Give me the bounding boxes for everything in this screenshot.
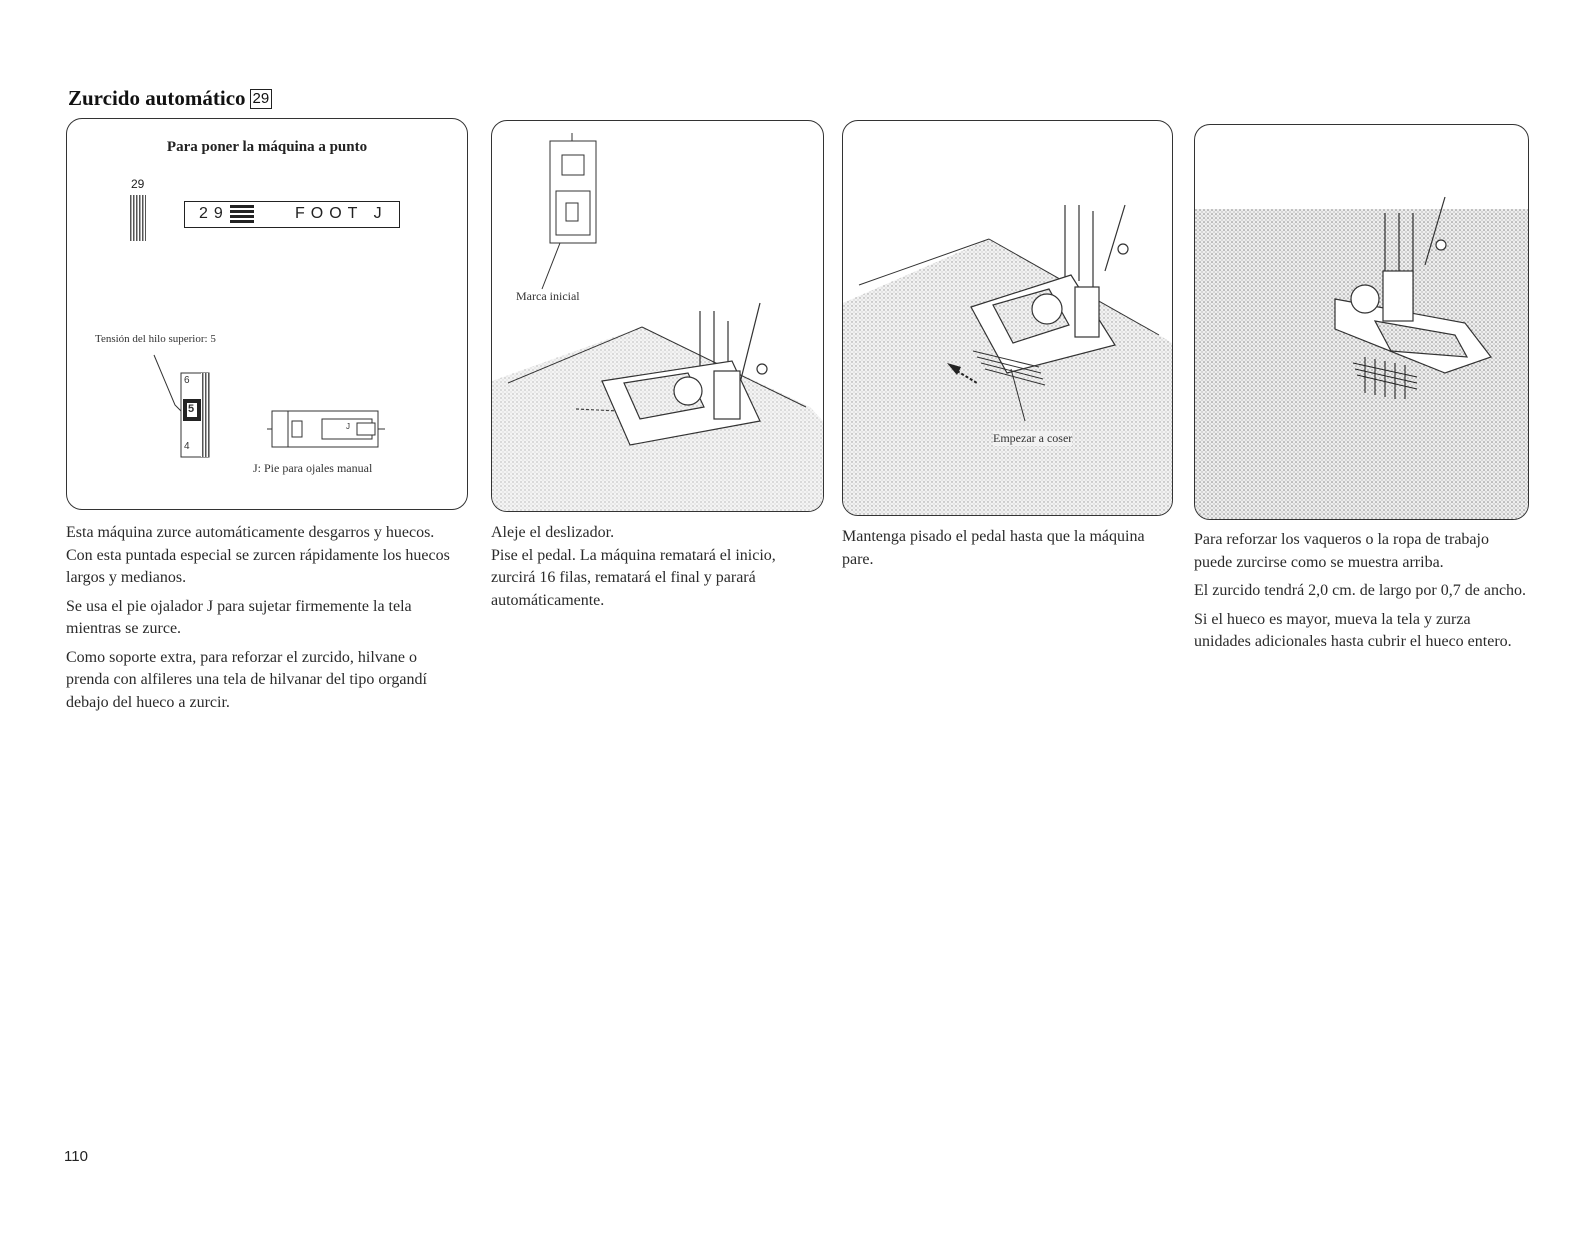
presser-foot-illustration (492, 121, 823, 511)
paragraph: Pise el pedal. La máquina rematará el inicio, zurcirá 16 filas, rematará el final y parará automáticamente. (491, 546, 776, 609)
buttonhole-foot-icon (267, 411, 385, 447)
dial-value-selected: 5 (188, 403, 195, 415)
title-text: Zurcido automático (68, 86, 246, 110)
stitch-pattern-icon (130, 195, 146, 241)
step-panel-sewing (842, 120, 1173, 516)
paragraph: Mantenga pisado el pedal hasta que la máquina pare. (842, 528, 1145, 568)
lcd-number: 29 (199, 205, 229, 222)
intro-text-column (66, 522, 461, 720)
step-panel-start-mark (491, 120, 824, 512)
stitch-number: 29 (131, 177, 145, 191)
setup-panel (66, 118, 468, 510)
tension-label: Tensión del hilo superior: 5 (95, 333, 216, 345)
step2-text-column (842, 526, 1167, 577)
paragraph: Como soporte extra, para reforzar el zurcido, hilvane o prenda con alfileres una tela de hilvanar del tipo organdí debajo del hueco a zurcir. (66, 648, 427, 711)
pattern-number-box: 29 (250, 89, 273, 109)
paragraph: El zurcido tendrá 2,0 cm. de largo por 0,7 de ancho. (1194, 582, 1527, 599)
setup-heading: Para poner la máquina a punto (166, 139, 368, 155)
step-panel-reinforce (1194, 124, 1529, 520)
lcd-display (184, 201, 400, 228)
foot-letter: J (346, 422, 350, 431)
start-sewing-label: Empezar a coser (993, 431, 1073, 445)
section-title (68, 86, 272, 111)
page-number: 110 (64, 1148, 88, 1165)
setup-illustration (67, 119, 467, 509)
lcd-text: FOOT J (295, 205, 388, 222)
sewing-illustration (843, 121, 1172, 515)
start-mark-label: Marca inicial (516, 289, 580, 303)
dial-value-top: 6 (184, 375, 190, 386)
step1-text-column (491, 522, 821, 618)
paragraph: Esta máquina zurce automáticamente desgarros y huecos. Con esta puntada especial se zurcen rápidamente los huecos largos y medianos. (66, 524, 450, 586)
paragraph: Para reforzar los vaqueros o la ropa de trabajo puede zurcirse como se muestra arriba. (1194, 531, 1489, 571)
foot-label: J: Pie para ojales manual (253, 461, 373, 475)
step3-text-column (1194, 529, 1529, 660)
paragraph: Si el hueco es mayor, mueva la tela y zurza unidades adicionales hasta cubrir el hueco entero. (1194, 610, 1512, 650)
dial-value-bottom: 4 (184, 441, 190, 452)
paragraph: Aleje el deslizador. (491, 524, 615, 541)
reinforce-illustration (1195, 125, 1528, 519)
paragraph: Se usa el pie ojalador J para sujetar firmemente la tela mientras se zurce. (66, 597, 412, 637)
